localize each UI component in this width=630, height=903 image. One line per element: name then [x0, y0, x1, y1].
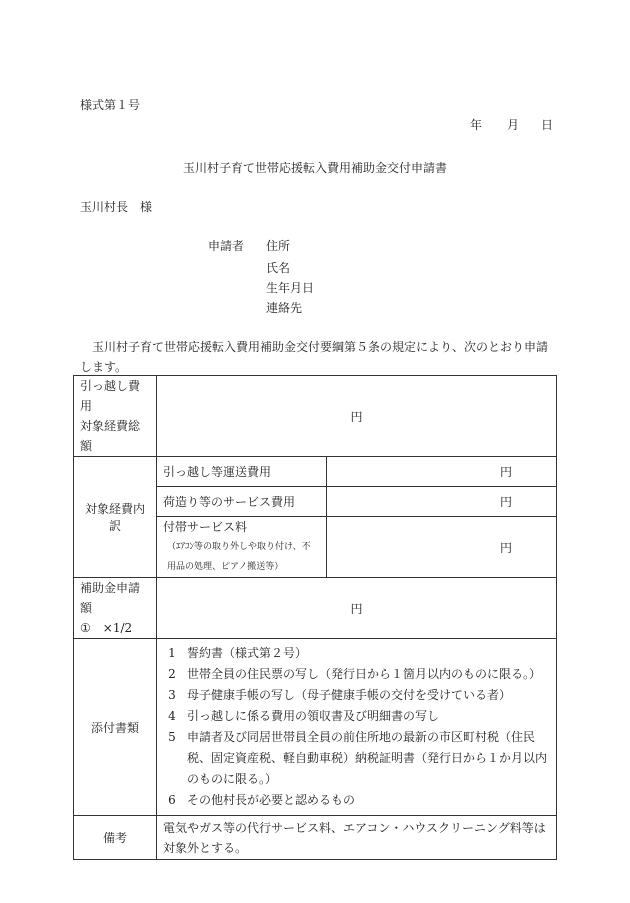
list-item-number: 6	[168, 793, 176, 807]
application-table	[73, 375, 557, 860]
total-unit: 円	[350, 409, 363, 424]
breakdown-item-note-line2: 用品の処理、ピアノ搬送等）	[167, 562, 284, 572]
subsidy-label-line1: 補助金申請額	[80, 581, 141, 615]
list-item	[163, 790, 550, 811]
attachments-list	[163, 639, 550, 815]
subsidy-row	[74, 578, 557, 639]
list-item	[163, 685, 550, 706]
date-day: 日	[541, 118, 554, 132]
applicant-label: 申請者	[208, 239, 245, 253]
breakdown-amount-cell[interactable]	[327, 487, 557, 517]
breakdown-unit: 円	[499, 465, 512, 479]
list-item	[163, 643, 550, 664]
breakdown-unit: 円	[499, 495, 512, 509]
list-item-text: 誓約書（様式第２号）	[187, 646, 308, 660]
list-item-number: 2	[168, 667, 176, 681]
remarks-row	[74, 816, 557, 860]
list-item-text: 引っ越しに係る費用の領収書及び明細書の写し	[187, 709, 440, 723]
list-item-text: 母子健康手帳の写し（母子健康手帳の交付を受けている者）	[187, 688, 512, 702]
breakdown-item-name: 付帯サービス料	[163, 520, 248, 534]
breakdown-row-1	[74, 457, 557, 487]
remarks-label: 備考	[74, 816, 157, 860]
breakdown-item-note-line1: （ｴｱｺﾝ等の取り外しや取り付け、不	[167, 542, 311, 552]
total-row	[74, 376, 557, 457]
list-item-number: 3	[168, 688, 176, 702]
subsidy-amount-cell[interactable]	[157, 578, 557, 639]
list-item	[163, 727, 550, 790]
applicant-name-label: 氏名	[266, 261, 291, 275]
subsidy-label-line2: ① ×1/2	[80, 621, 133, 635]
subsidy-unit: 円	[350, 601, 363, 616]
intro-paragraph: 玉川村子育て世帯応援転入費用補助金交付要綱第５条の規定により、次のとおり申請します。	[80, 340, 549, 374]
list-item	[163, 706, 550, 727]
remarks-text: 電気やガス等の代行サービス料、エアコン・ハウスクリーニング料等は対象外とする。	[157, 816, 557, 860]
total-label	[74, 376, 157, 457]
breakdown-item-incidental	[157, 517, 327, 578]
breakdown-item-name: 引っ越し等運送費用	[157, 457, 327, 487]
breakdown-label: 対象経費内訳	[74, 457, 157, 578]
breakdown-amount-cell[interactable]	[327, 517, 557, 578]
applicant-address-label: 住所	[266, 239, 291, 253]
list-item-text: 世帯全員の住民票の写し（発行日から１箇月以内のものに限る。）	[187, 667, 542, 681]
list-item-number: 4	[168, 709, 176, 723]
attachments-label: 添付書類	[74, 639, 157, 816]
breakdown-unit: 円	[499, 540, 512, 555]
list-item-number: 5	[168, 730, 176, 744]
total-label-line1: 引っ越し費用	[80, 379, 141, 413]
total-label-line2: 対象経費総額	[80, 419, 141, 453]
attachments-row	[74, 639, 557, 816]
applicant-contact-label: 連絡先	[266, 301, 303, 315]
form-number: 様式第１号	[80, 98, 141, 112]
attachments-cell	[157, 639, 557, 816]
list-item	[163, 664, 550, 685]
list-item-text: その他村長が必要と認めるもの	[187, 793, 356, 807]
list-item-text: 申請者及び同居世帯員全員の前住所地の最新の市区町村税（住民税、固定資産税、軽自動車税）納税証明書（発行日から１か月以内のものに限る。）	[187, 730, 548, 786]
subsidy-label	[74, 578, 157, 639]
total-amount-cell[interactable]	[157, 376, 557, 457]
date-month: 月	[507, 118, 520, 132]
date-year: 年	[470, 118, 483, 132]
breakdown-amount-cell[interactable]	[327, 457, 557, 487]
document-title: 玉川村子育て世帯応援転入費用補助金交付申請書	[182, 161, 447, 175]
breakdown-item-name: 荷造り等のサービス費用	[157, 487, 327, 517]
list-item-number: 1	[168, 646, 176, 660]
applicant-birthdate-label: 生年月日	[266, 281, 315, 295]
addressee: 玉川村長 様	[80, 200, 153, 214]
